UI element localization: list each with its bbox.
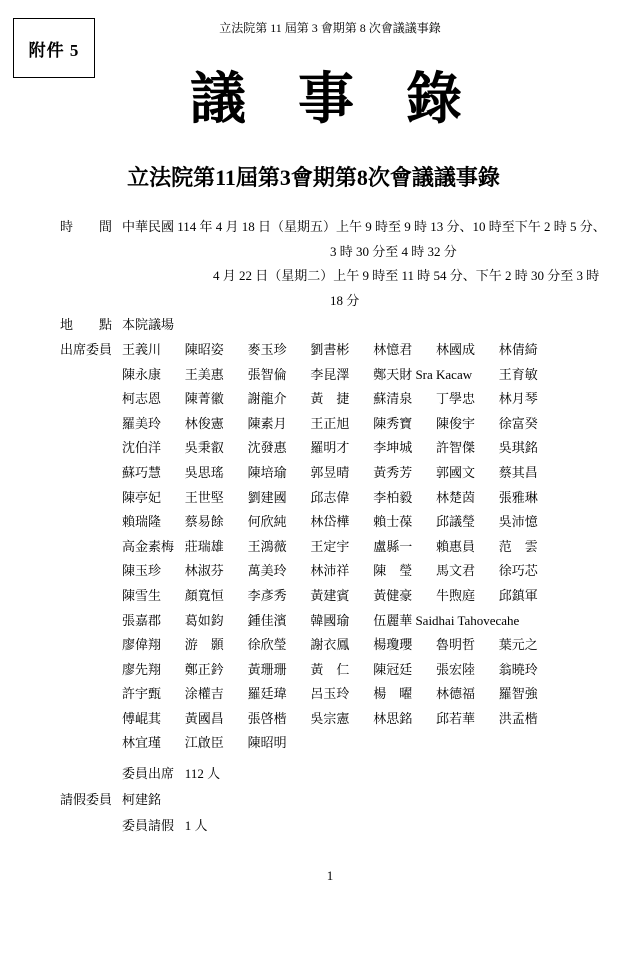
attendee-name: 吳沛憶: [498, 514, 538, 530]
document-title: [190, 70, 462, 130]
attendee-name: 陳冠廷: [373, 661, 413, 677]
time-line: 中華民國 114 年 4 月 18 日（星期五）上午 9 時至 9 時 13 分、10 時至下午 2 時 5 分、: [122, 219, 606, 234]
attendee-name: 林俊憲: [184, 415, 224, 431]
attendee-name: 韓國瑜: [310, 612, 350, 628]
attendee-name: 丁學忠: [435, 391, 475, 407]
time-line-row: [60, 264, 620, 289]
document-subtitle: 立法院第11屆第3會期第8次會議議事錄: [127, 165, 500, 190]
attendee-name: 郭國文: [435, 464, 475, 480]
attendee-name: 林宜瑾: [122, 735, 162, 751]
attendee-name: 陳雪生: [122, 587, 162, 603]
place-row: [60, 313, 620, 338]
attendee-name: 李坤城: [373, 440, 413, 456]
attendee-row: [122, 682, 562, 707]
attendee-row: [122, 510, 562, 535]
attendee-name: 楊 曜: [373, 686, 413, 702]
time-label: 時 間: [60, 219, 113, 234]
attendee-name: 盧縣一: [373, 538, 413, 554]
attendee-name: 柯志恩: [122, 391, 162, 407]
attendee-row: [122, 412, 562, 437]
attendee-name: 廖偉翔: [122, 637, 162, 653]
attendee-name: 李彥秀: [247, 587, 287, 603]
attendee-name: 徐富癸: [498, 415, 538, 431]
attendee-name: 林岱樺: [310, 514, 350, 530]
attendee-name: 羅廷瑋: [247, 686, 287, 702]
attendee-name: 伍麗華 Saidhai Tahovecahe: [373, 612, 520, 628]
attendee-name: 賴惠員: [435, 538, 475, 554]
attendee-row: [122, 731, 562, 756]
attendee-name: 麥玉珍: [247, 341, 287, 357]
attendee-name: 許宇甄: [122, 686, 162, 702]
page-number: 1: [326, 868, 334, 883]
attendee-row: [122, 486, 562, 511]
attendance-count-value: 112 人: [184, 766, 221, 782]
attendee-name: 何欣純: [247, 514, 287, 530]
time-section: [60, 215, 620, 313]
attendee-name: 涂權吉: [184, 686, 224, 702]
attendee-name: 吳思瑤: [184, 464, 224, 480]
attendee-name: 王正旭: [310, 415, 350, 431]
attachment-label-box: [13, 18, 95, 78]
attendee-name: 呂玉玲: [310, 686, 350, 702]
attendee-name: 邱志偉: [310, 489, 350, 505]
attendee-name: 莊瑞雄: [184, 538, 224, 554]
attendee-name: 蔡易餘: [184, 514, 224, 530]
attendee-name: 張智倫: [247, 366, 287, 382]
attendee-name: 魯明哲: [435, 637, 475, 653]
attendee-name: 林德福: [435, 686, 475, 702]
attendee-name: 李昆澤: [310, 366, 350, 382]
attendee-name: 林思銘: [373, 710, 413, 726]
time-line-row: [60, 289, 620, 314]
attendee-name: 鍾佳濱: [247, 612, 287, 628]
attendee-name: 廖先翔: [122, 661, 162, 677]
attendee-name: 陳永康: [122, 366, 162, 382]
attendee-row: [122, 535, 562, 560]
leave-member-name: 柯建銘: [122, 792, 162, 808]
attendee-name: 張嘉郡: [122, 612, 162, 628]
attendee-name: 吳琪銘: [498, 440, 538, 456]
attendee-name: 王美惠: [184, 366, 224, 382]
attendee-name: 林沛祥: [310, 563, 350, 579]
attendees-label: 出席委員: [60, 341, 113, 357]
summary-section: [60, 761, 620, 839]
attendee-row: [122, 609, 562, 634]
attendee-name: 王育敏: [498, 366, 538, 382]
attendee-name: 林憶君: [373, 341, 413, 357]
attendee-name: 陳昭姿: [184, 341, 224, 357]
time-line-row: [60, 240, 620, 265]
attendee-name: 沈發惠: [247, 440, 287, 456]
attendee-row: [122, 633, 562, 658]
attendee-name: 邱鎮軍: [498, 587, 538, 603]
attendee-name: 林楚茵: [435, 489, 475, 505]
attendee-name: 張啓楷: [247, 710, 287, 726]
attachment-label: 附件 5: [28, 40, 80, 60]
attendee-name: 葛如鈞: [184, 612, 224, 628]
attendee-row: [122, 707, 562, 732]
attendee-name: 張宏陸: [435, 661, 475, 677]
attendee-name: 羅智強: [498, 686, 538, 702]
attendee-name: 林月琴: [498, 391, 538, 407]
attendee-name: 陳秀寶: [373, 415, 413, 431]
attendee-name: 賴瑞隆: [122, 514, 162, 530]
attendee-name: 林國成: [435, 341, 475, 357]
attendance-count-label: 委員出席: [122, 766, 175, 782]
attendee-name: 洪孟楷: [498, 710, 538, 726]
attendee-name: 陳 瑩: [373, 563, 413, 579]
attendee-name: 萬美玲: [247, 563, 287, 579]
attendee-name: 黃國昌: [184, 710, 224, 726]
attendee-name: 翁曉玲: [498, 661, 538, 677]
attendee-name: 游 顥: [184, 637, 224, 653]
title-character: 議: [190, 69, 246, 131]
attendee-name: 陳昭明: [247, 735, 287, 751]
attendee-name: 徐巧芯: [498, 563, 538, 579]
attendee-row: [122, 338, 562, 363]
attendee-name: 黃健豪: [373, 587, 413, 603]
attendee-row: [122, 461, 562, 486]
attendee-name: 黃秀芳: [373, 464, 413, 480]
attendance-count-row: [60, 761, 620, 787]
time-line: 3 時 30 分至 4 時 32 分: [330, 243, 457, 259]
attendee-name: 蘇巧慧: [122, 464, 162, 480]
attendee-name: 王定宇: [310, 538, 350, 554]
attendee-name: 陳亭妃: [122, 489, 162, 505]
title-character: 事: [298, 69, 354, 131]
attendee-row: [122, 559, 562, 584]
attendee-name: 謝衣鳳: [310, 637, 350, 653]
leave-count-label: 委員請假: [122, 818, 175, 834]
attendee-name: 傅崐萁: [122, 710, 162, 726]
attendee-name: 楊瓊瓔: [373, 637, 413, 653]
attendee-name: 林倩綺: [498, 341, 538, 357]
time-line: 4 月 22 日（星期二）上午 9 時至 11 時 54 分、下午 2 時 30 分至 3 時: [213, 268, 600, 284]
attendee-name: 江啟臣: [184, 735, 224, 751]
attendee-list: [122, 338, 562, 756]
attendee-name: 劉書彬: [310, 341, 350, 357]
attendee-name: 王世堅: [184, 489, 224, 505]
attendee-name: 劉建國: [247, 489, 287, 505]
attendee-name: 蘇清泉: [373, 391, 413, 407]
attendee-row: [122, 658, 562, 683]
leave-count-row: [60, 813, 620, 839]
time-line: 18 分: [330, 292, 360, 308]
attendee-name: 吳宗憲: [310, 710, 350, 726]
attendee-row: [122, 363, 562, 388]
place-value: 本院議場: [122, 317, 175, 333]
attendee-section: [60, 338, 620, 756]
leave-row: [60, 787, 620, 813]
attendee-name: 吳秉叡: [184, 440, 224, 456]
attendee-name: 葉元之: [498, 637, 538, 653]
attendee-name: 羅美玲: [122, 415, 162, 431]
attendee-name: 黃珊珊: [247, 661, 287, 677]
attendee-name: 陳俊宇: [435, 415, 475, 431]
attendee-name: 黃 捷: [310, 391, 350, 407]
leave-label: 請假委員: [60, 792, 113, 808]
attendee-name: 徐欣瑩: [247, 637, 287, 653]
attendee-row: [122, 584, 562, 609]
attendee-name: 羅明才: [310, 440, 350, 456]
attendee-row: [122, 436, 562, 461]
attendee-name: 許智傑: [435, 440, 475, 456]
attendee-name: 牛煦庭: [435, 587, 475, 603]
attendee-name: 王鴻薇: [247, 538, 287, 554]
attendee-name: 陳玉珍: [122, 563, 162, 579]
attendee-name: 陳菁徽: [184, 391, 224, 407]
attendee-name: 張雅琳: [498, 489, 538, 505]
minutes-body: [60, 215, 620, 839]
time-line-row: [60, 215, 620, 240]
attendee-name: 邱議瑩: [435, 514, 475, 530]
attendee-name: 陳培瑜: [247, 464, 287, 480]
attendee-name: 鄭天財 Sra Kacaw: [373, 366, 473, 382]
attendee-name: 鄭正鈐: [184, 661, 224, 677]
attendee-name: 郭昱晴: [310, 464, 350, 480]
attendee-row: [122, 387, 562, 412]
attendee-name: 林淑芬: [184, 563, 224, 579]
attendee-name: 陳素月: [247, 415, 287, 431]
attendee-name: 蔡其昌: [498, 464, 538, 480]
attendee-name: 賴士葆: [373, 514, 413, 530]
attendee-name: 范 雲: [498, 538, 538, 554]
attendee-name: 邱若華: [435, 710, 475, 726]
running-header-title: 立法院第 11 屆第 3 會期第 8 次會議議事錄: [219, 21, 441, 35]
title-character: 錄: [406, 69, 462, 131]
attendee-name: 謝龍介: [247, 391, 287, 407]
attendee-name: 馬文君: [435, 563, 475, 579]
attendee-name: 黃 仁: [310, 661, 350, 677]
attendee-name: 沈伯洋: [122, 440, 162, 456]
attendee-name: 高金素梅: [122, 538, 175, 554]
attendee-name: 顏寬恒: [184, 587, 224, 603]
leave-count-value: 1 人: [184, 818, 208, 834]
attendee-name: 黃建賓: [310, 587, 350, 603]
attendee-name: 王義川: [122, 341, 162, 357]
place-label: 地 點: [60, 317, 113, 333]
place-section: [60, 313, 620, 338]
attendee-name: 李柏毅: [373, 489, 413, 505]
